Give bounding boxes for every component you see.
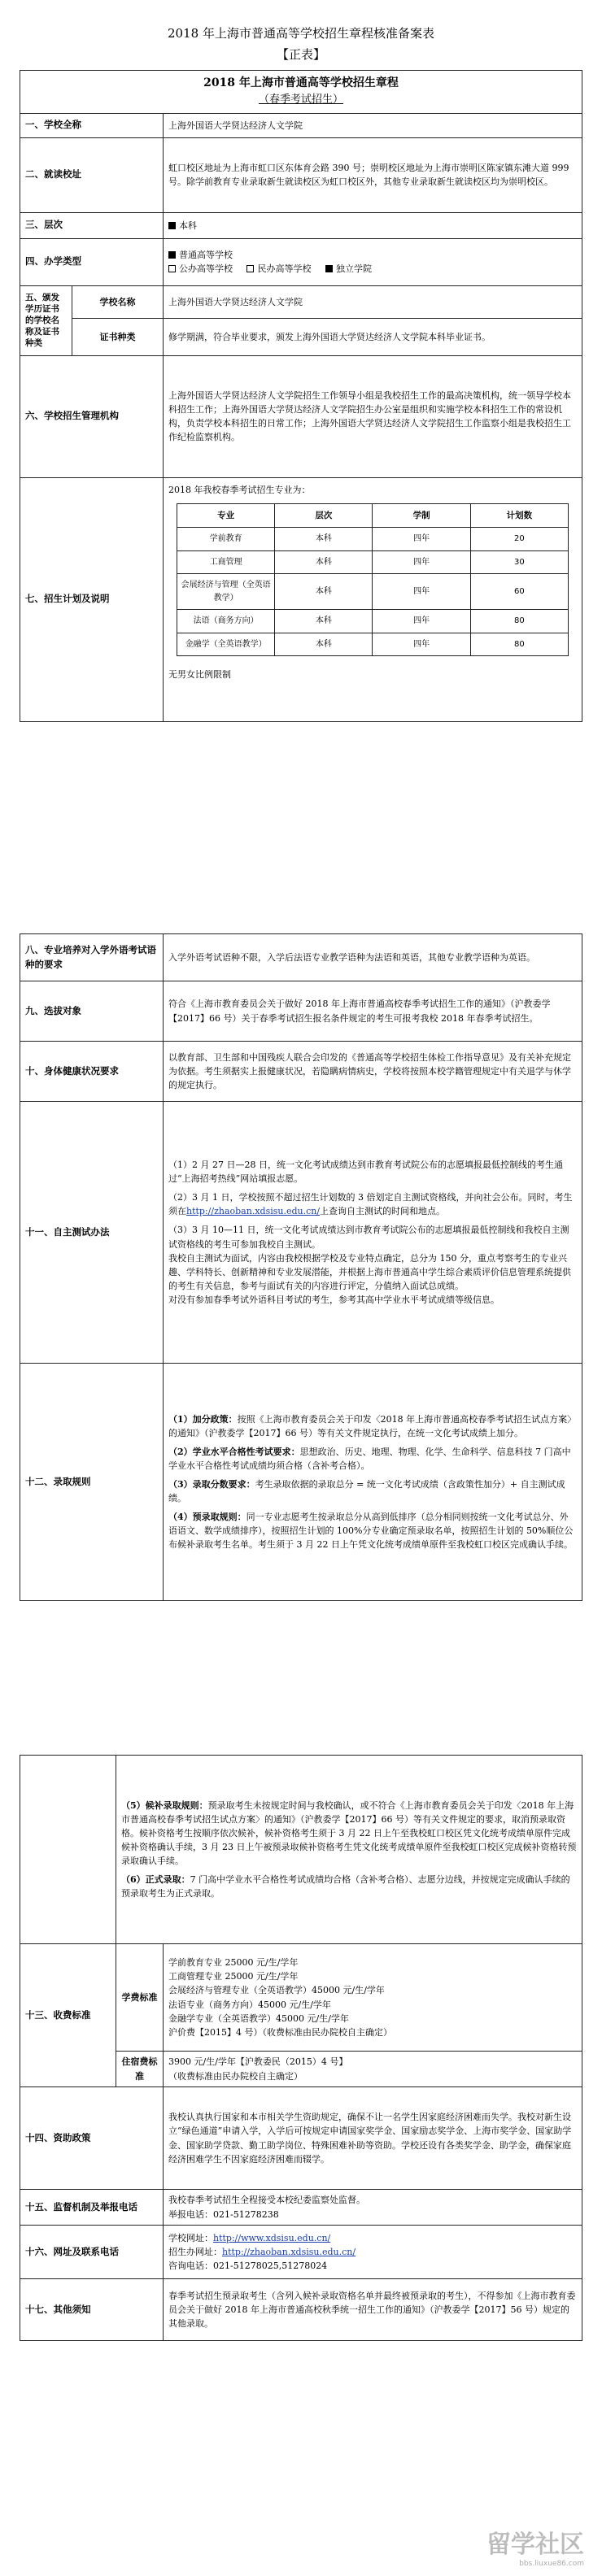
admission-rules-cont: （5）候补录取规则：预录取考生未按规定时间与我校确认，或不符合《上海市教育委员会关于印发〈2018 年上海市普通高校春季考试招生试点方案〉的通知》（沪教委学【2017】66 号）等有关文件规定的要求，取消预录取资格。候补资格考生按顺序依次候补，候补资格考生须于 3 月 22 日上午至我校虹口校区凭文化统考成绩单原件完成候补资格确认手续，3 月 23 日上午被预录取候补资格考生凭文化统考成绩单原件至我校虹口校区完成候补资格转预录取确认手续。 （6）正式录取：7 门高中学业水平合格性考试成绩均合格（含补考合格）、志愿分边线，并按规定完成确认手续的预录取考生为正式录取。 [116, 1756, 582, 1944]
unchecked-box-icon [246, 265, 254, 272]
row-label-8: 八、专业培养对入学外语考试语种的要求 [20, 934, 164, 981]
plan-cell: 本科 [275, 550, 373, 574]
admissions-link[interactable]: http://zhaoban.xdsisu.edu.cn/ [186, 1206, 321, 1217]
main-badge: 【正表】 [276, 47, 325, 62]
form-page-1 [20, 70, 582, 722]
row-label-9: 九、选拔对象 [20, 981, 164, 1042]
paragraph: （1）2 月 27 日—28 日，统一文化考试成绩达到市教育考试院公布的志愿填报最低控制线的考生通过“上海招考热线”网站填报志愿。 [168, 1160, 563, 1185]
plan-cell: 金融学（全英语教学） [177, 633, 275, 656]
other-notes-value: 春季考试招生预录取考生（含列入候补录取资格名单并最终被预录取的考生），不得参加《上海市教育委员会关于做好 2018 年上海市普通高校秋季统一招生工作的通知》（沪教委学【2017】56 号）规定的其他录取。 [164, 2279, 582, 2341]
table-row [177, 528, 569, 551]
plan-cell: 四年 [373, 610, 470, 633]
plan-cell: 四年 [373, 633, 470, 656]
housing-value [164, 2052, 582, 2087]
report-phone: 举报电话：021-51278238 [168, 2208, 279, 2220]
plan-cell: 80 [470, 610, 568, 633]
contact-value: 学校网址：http://www.xdsisu.edu.cn/ 招生办网址：http://zhaoban.xdsisu.edu.cn/ 咨询电话：021-51278025,51278024 [164, 2226, 582, 2279]
plan-cell: 四年 [373, 574, 470, 610]
language-req-value: 入学外语考试语种不限，入学后法语专业教学语种为法语和英语，其他专业教学语种为英语。 [164, 934, 582, 981]
sub-label-tuition: 学费标准 [116, 1944, 164, 2052]
plan-cell: 四年 [373, 528, 470, 551]
list-item: 沪价费【2015】4 号）（收费标准由民办院校自主确定） [168, 2026, 392, 2038]
list-item: 学前教育专业 25000 元/生/学年 [168, 1957, 299, 1969]
contact-phone: 咨询电话：021-51278025,51278024 [168, 2261, 328, 2272]
plan-cell: 80 [470, 633, 568, 656]
paragraph: 我校自主测试为面试，内容由我校根据学校及专业特点确定，总分为 150 分，重点考察考生的专业兴趣、学科特长、创新精神和专业发展潜能，并根据上海市普通高中学生综合素质评价信息管理系统提供的考生有关信息，参考与面试有关的内容进行评定，分值纳入面试总成绩。 [168, 1252, 571, 1291]
enrollment-plan-cell [164, 477, 582, 721]
plan-cell: 30 [470, 550, 568, 574]
plan-header: 计划数 [470, 503, 568, 527]
form-page-2 [20, 933, 582, 1601]
row-label-7: 七、招生计划及说明 [20, 477, 164, 721]
document-title: 2018 年上海市普通高等学校招生章程核准备案表 [168, 26, 434, 41]
plan-header: 专业 [177, 503, 275, 527]
plan-cell: 本科 [275, 528, 373, 551]
plan-note: 无男女比例限制 [168, 669, 231, 681]
plan-header: 层次 [275, 503, 373, 527]
row-label-4: 四、办学类型 [20, 238, 164, 285]
form-page-3 [20, 1755, 582, 2341]
table-row [177, 633, 569, 656]
form-table-3 [20, 1755, 582, 2341]
sub-label-housing: 住宿费标准 [116, 2052, 164, 2087]
list-item: 法语专业（商务方向）45000 元/生/学年 [168, 1999, 331, 2010]
supervision-value: 我校春季考试招生全程接受本校纪委监察处监督。 举报电话：021-51278238 [164, 2190, 582, 2226]
row-label-5: 五、颁发学历证书的学校名称及证书种类 [20, 285, 72, 355]
aid-policy-value: 我校认真执行国家和本市相关学生资助规定，确保不让一名学生因家庭经济困难而失学。我校对新生设立“绿色通道”申请入学，入学后可按规定申请国家奖学金、国家励志奖学金、上海市奖学金、国家助学金、国家助学贷款、勤工助学岗位、特殊困难补助等资助。学校还设有各类奖学金、助学金，确保家庭经济困难学生不因家庭经济困难而辍学。 [164, 2087, 582, 2190]
table-row [177, 550, 569, 574]
plan-cell: 工商管理 [177, 550, 275, 574]
row-label-3: 三、层次 [20, 212, 164, 238]
checked-box-icon [325, 265, 333, 272]
form-table-1 [20, 70, 582, 722]
row-label-10: 十、身体健康状况要求 [20, 1042, 164, 1102]
table-title: 2018 年上海市普通高等学校招生章程 [203, 76, 399, 89]
admissions-website-link[interactable]: http://zhaoban.xdsisu.edu.cn/ [222, 2246, 356, 2257]
campus-address-value: 虹口校区地址为上海市虹口区东体育会路 390 号；崇明校区地址为上海市崇明区陈家镇东滩大道 999 号。除学前教育专业录取新生就读校区为虹口校区外，其他专业录取新生就读校区均为崇明校区。 [164, 137, 582, 212]
form-table-2 [20, 933, 582, 1601]
school-website-link[interactable]: http://www.xdsisu.edu.cn/ [213, 2232, 331, 2243]
row-label-13: 十三、收费标准 [20, 1944, 116, 2087]
table-row [177, 574, 569, 610]
level-value: 本科 [164, 212, 582, 238]
tuition-value [164, 1944, 582, 2052]
plan-cell: 本科 [275, 574, 373, 610]
table-subtitle: （春季考试招生） [258, 93, 343, 106]
plan-intro: 2018 年我校春季考试招生专业为： [168, 484, 311, 495]
plan-cell: 学前教育 [177, 528, 275, 551]
row-label-12-cont [20, 1756, 116, 1944]
plan-cell: 60 [470, 574, 568, 610]
list-item: （收费标准由民办院校自主确定） [168, 2070, 303, 2082]
row-label-15: 十五、监督机制及举报电话 [20, 2190, 164, 2226]
selection-target-value: 符合《上海市教育委员会关于做好 2018 年上海市普通高校春季考试招生工作的通知》（沪教委学【2017】66 号）关于春季考试招生报名条件规定的考生可报考我校 2018 年春季考试招生。 [164, 981, 582, 1042]
paragraph: （3）3 月 10—11 日，统一文化考试成绩达到市教育考试院公布的志愿填报最低控制线和我校自主测试资格线的考生可参加我校自主测试。 [168, 1225, 569, 1250]
row-label-11: 十一、自主测试办法 [20, 1102, 164, 1364]
plan-table [177, 503, 569, 656]
school-type-value: 普通高等学校 公办高等学校 民办高等学校 独立学院 [164, 238, 582, 285]
cert-school-value: 上海外国语大学贤达经济人文学院 [164, 285, 582, 318]
list-item: 3900 元/生/学年【沪教委民（2015）4 号】 [168, 2056, 348, 2068]
row-label-1: 一、学校全称 [20, 113, 164, 137]
health-req-value: 以教育部、卫生部和中国残疾人联合会印发的《普通高等学校招生体检工作指导意见》及有关补充规定为依据。考生须据实上报健康状况，若隐瞒病情病史，学校将按照本校学籍管理规定中有关退学与休学的规定执行。 [164, 1042, 582, 1102]
admission-office-value: 上海外国语大学贤达经济人文学院招生工作领导小组是我校招生工作的最高决策机构，统一领导学校本科招生工作；上海外国语大学贤达经济人文学院招生办公室是组织和实施学校本科招生工作的常设机构，负责学校本科招生的日常工作；上海外国语大学贤达经济人文学院招生工作监察小组是我校招生工作纪检监察机构。 [164, 355, 582, 477]
plan-cell: 本科 [275, 633, 373, 656]
row-label-16: 十六、网址及联系电话 [20, 2226, 164, 2279]
table-row [177, 610, 569, 633]
cert-type-value: 修学期满，符合毕业要求，颁发上海外国语大学贤达经济人文学院本科毕业证书。 [164, 318, 582, 355]
self-test-value: （1）2 月 27 日—28 日，统一文化考试成绩达到市教育考试院公布的志愿填报最低控制线的考生通过“上海招考热线”网站填报志愿。 （2）3 月 1 日，学校按照不超过招生计划数的 3 倍划定自主测试资格线，并向社会公布。同时，考生须在http://zhaoban.xdsisu.edu.cn/上查询自主测试的时间和地点。 （3）3 月 10—11 日，统一文化考试成绩达到市教育考试院公布的志愿填报最低控制线和我校自主测试资格线的考生可参加我校自主测试。 我校自主测试为面试，内容由我校根据学校及专业特点确定，总分为 150 分，重点考察考生的专业兴趣、学科特长、创新精神和专业发展潜能，并根据上海市普通高中学生综合素质评价信息管理系统提供的考生有关信息，参考与面试有关的内容进行评定，分值纳入面试总成绩。 对没有参加春季考试外语科目考试的考生，参考其高中学业水平考试成绩等级信息。 [164, 1102, 582, 1364]
row-label-12: 十二、录取规则 [20, 1364, 164, 1601]
list-item: 金融学专业（全英语教学）45000 元/生/学年 [168, 2012, 349, 2024]
paragraph: 对没有参加春季考试外语科目考试的考生，参考其高中学业水平考试成绩等级信息。 [168, 1294, 499, 1305]
plan-header: 学制 [373, 503, 470, 527]
admission-rules-value: （1）加分政策：按照《上海市教育委员会关于印发〈2018 年上海市普通高校春季考试招生试点方案〉的通知》（沪教委学【2017】66 号）等有关文件规定执行，在统一文化考试成绩上加分。 （2）学业水平合格性考试要求：思想政治、历史、地理、物理、化学、生命科学、信息科技 7 门高中学业水平合格性考试成绩均须合格（含补考合格）。 （3）录取分数要求：考生录取依据的录取总分 = 统一文化考试成绩（含政策性加分）+ 自主测试成绩。 （4）预录取规则：同一专业志愿考生按录取总分从高到低排序（总分相同则按统一文化考试总分、外语语文、数学成绩排序），按照招生计划的 100%分专业确定预录取名单，按照招生计划的 50%顺位公布候补录取考生名单。考生须于 3 月 22 日上午凭文化统考成绩单原件至我校虹口校区完成确认手续。 [164, 1364, 582, 1601]
plan-cell: 会展经济与管理（全英语教学） [177, 574, 275, 610]
sub-label-cert-type: 证书种类 [72, 318, 164, 355]
checked-box-icon [168, 251, 176, 259]
plan-cell: 20 [470, 528, 568, 551]
row-label-6: 六、学校招生管理机构 [20, 355, 164, 477]
sub-label-school-name: 学校名称 [72, 285, 164, 318]
plan-cell: 法语（商务方向） [177, 610, 275, 633]
list-item: 会展经济与管理专业（全英语教学）45000 元/生/学年 [168, 1985, 385, 1996]
plan-cell: 四年 [373, 550, 470, 574]
list-item: 工商管理专业 25000 元/生/学年 [168, 1971, 299, 1982]
paragraph: （2）3 月 1 日，学校按照不超过招生计划数的 3 倍划定自主测试资格线，并向社会公布。同时，考生须在 [168, 1192, 573, 1217]
row-label-2: 二、就读校址 [20, 137, 164, 212]
unchecked-box-icon [168, 265, 176, 272]
row-label-17: 十七、其他须知 [20, 2279, 164, 2341]
plan-cell: 本科 [275, 610, 373, 633]
checked-box-icon [168, 222, 176, 229]
row-label-14: 十四、资助政策 [20, 2087, 164, 2190]
school-name-value: 上海外国语大学贤达经济人文学院 [164, 113, 582, 137]
watermark-logo: 留学社区 bbs.liuxue86.com [486, 2530, 584, 2568]
